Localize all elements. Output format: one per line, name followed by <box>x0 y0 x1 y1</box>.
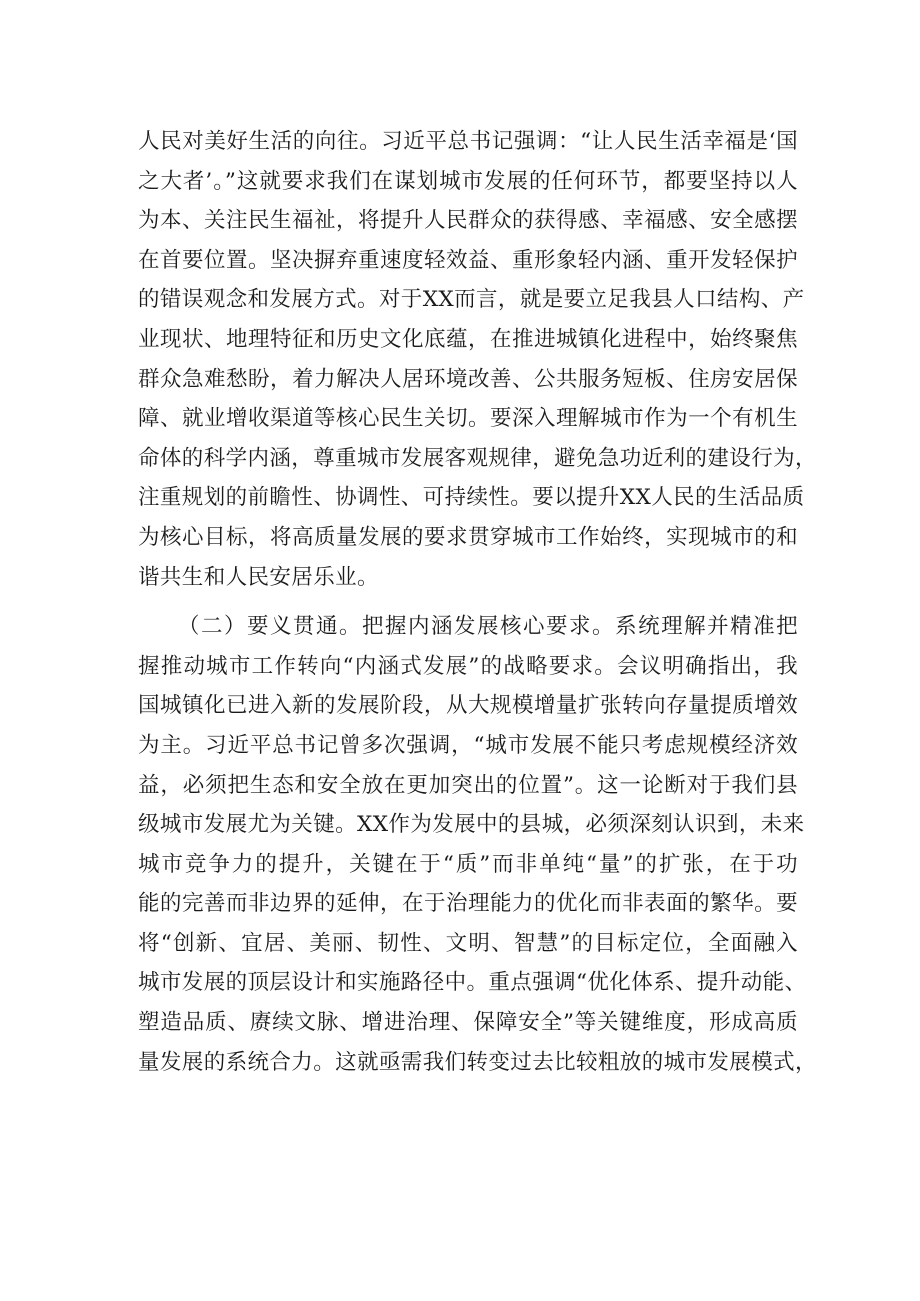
paragraph-spacer <box>138 597 798 607</box>
paragraph-2-line: 能的完善而非边界的延伸，在于治理能力的优化而非表面的繁华。要 <box>138 891 798 917</box>
paragraph-2-line: 城市竞争力的提升，关键在于“质”而非单纯“量”的扩张，在于功 <box>138 851 798 877</box>
paragraph-1-line: 命体的科学内涵，尊重城市发展客观规律，避免急功近利的建设行为， <box>138 445 817 471</box>
paragraph-1-line: 谐共生和人民安居乐业。 <box>138 564 379 590</box>
paragraph-1-line: 为核心目标，将高质量发展的要求贯穿城市工作始终，实现城市的和 <box>138 524 798 550</box>
paragraph-2-line: 塑造品质、赓续文脉、增进治理、保障安全”等关键维度，形成高质 <box>138 1010 798 1036</box>
paragraph-2-line: 为主。习近平总书记曾多次强调，“城市发展不能只考虑规模经济效 <box>138 732 798 758</box>
paragraph-1-line: 为本、关注民生福祉，将提升人民群众的获得感、幸福感、安全感摆 <box>138 208 798 234</box>
paragraph-1-line: 障、就业增收渠道等核心民生关切。要深入理解城市作为一个有机生 <box>138 406 798 432</box>
paragraph-2-line: （二）要义贯通。把握内涵发展核心要求。系统理解并精准把 <box>178 614 798 640</box>
paragraph-2 <box>138 607 817 1082</box>
paragraph-1-line: 在首要位置。坚决摒弃重速度轻效益、重形象轻内涵、重开发轻保护 <box>138 247 798 273</box>
paragraph-1-line: 业现状、地理特征和历史文化底蕴，在推进城镇化进程中，始终聚焦 <box>138 326 798 352</box>
paragraph-2-line: 城市发展的顶层设计和实施路径中。重点强调“优化体系、提升动能、 <box>138 970 807 996</box>
paragraph-1-line: 之大者’。”这就要求我们在谋划城市发展的任何环节，都要坚持以人 <box>138 168 798 194</box>
paragraph-1-line: 人民对美好生活的向往。习近平总书记强调：“让人民生活幸福是‘国 <box>138 129 798 154</box>
paragraph-1-line: 注重规划的前瞻性、协调性、可持续性。要以提升XX人民的生活品质 <box>138 485 805 511</box>
paragraph-2-line: 国城镇化已进入新的发展阶段，从大规模增量扩张转向存量提质增效 <box>138 693 798 719</box>
paragraph-2-line: 握推动城市工作转向“内涵式发展”的战略要求。会议明确指出，我 <box>138 653 798 679</box>
document-body <box>138 122 817 1082</box>
paragraph-2-line: 益，必须把生态和安全放在更加突出的位置”。这一论断对于我们县 <box>138 772 798 798</box>
paragraph-2-line: 级城市发展尤为关键。XX作为发展中的县城，必须深刻认识到，未来 <box>138 812 805 838</box>
paragraph-1-line: 群众急难愁盼，着力解决人居环境改善、公共服务短板、住房安居保 <box>138 366 798 392</box>
paragraph-1 <box>138 122 817 597</box>
paragraph-2-line: 将“创新、宜居、美丽、韧性、文明、智慧”的目标定位，全面融入 <box>138 930 798 956</box>
paragraph-1-line: 的错误观念和发展方式。对于XX而言，就是要立足我县人口结构、产 <box>138 287 805 313</box>
paragraph-2-line: 量发展的系统合力。这就亟需我们转变过去比较粗放的城市发展模式， <box>138 1049 817 1075</box>
